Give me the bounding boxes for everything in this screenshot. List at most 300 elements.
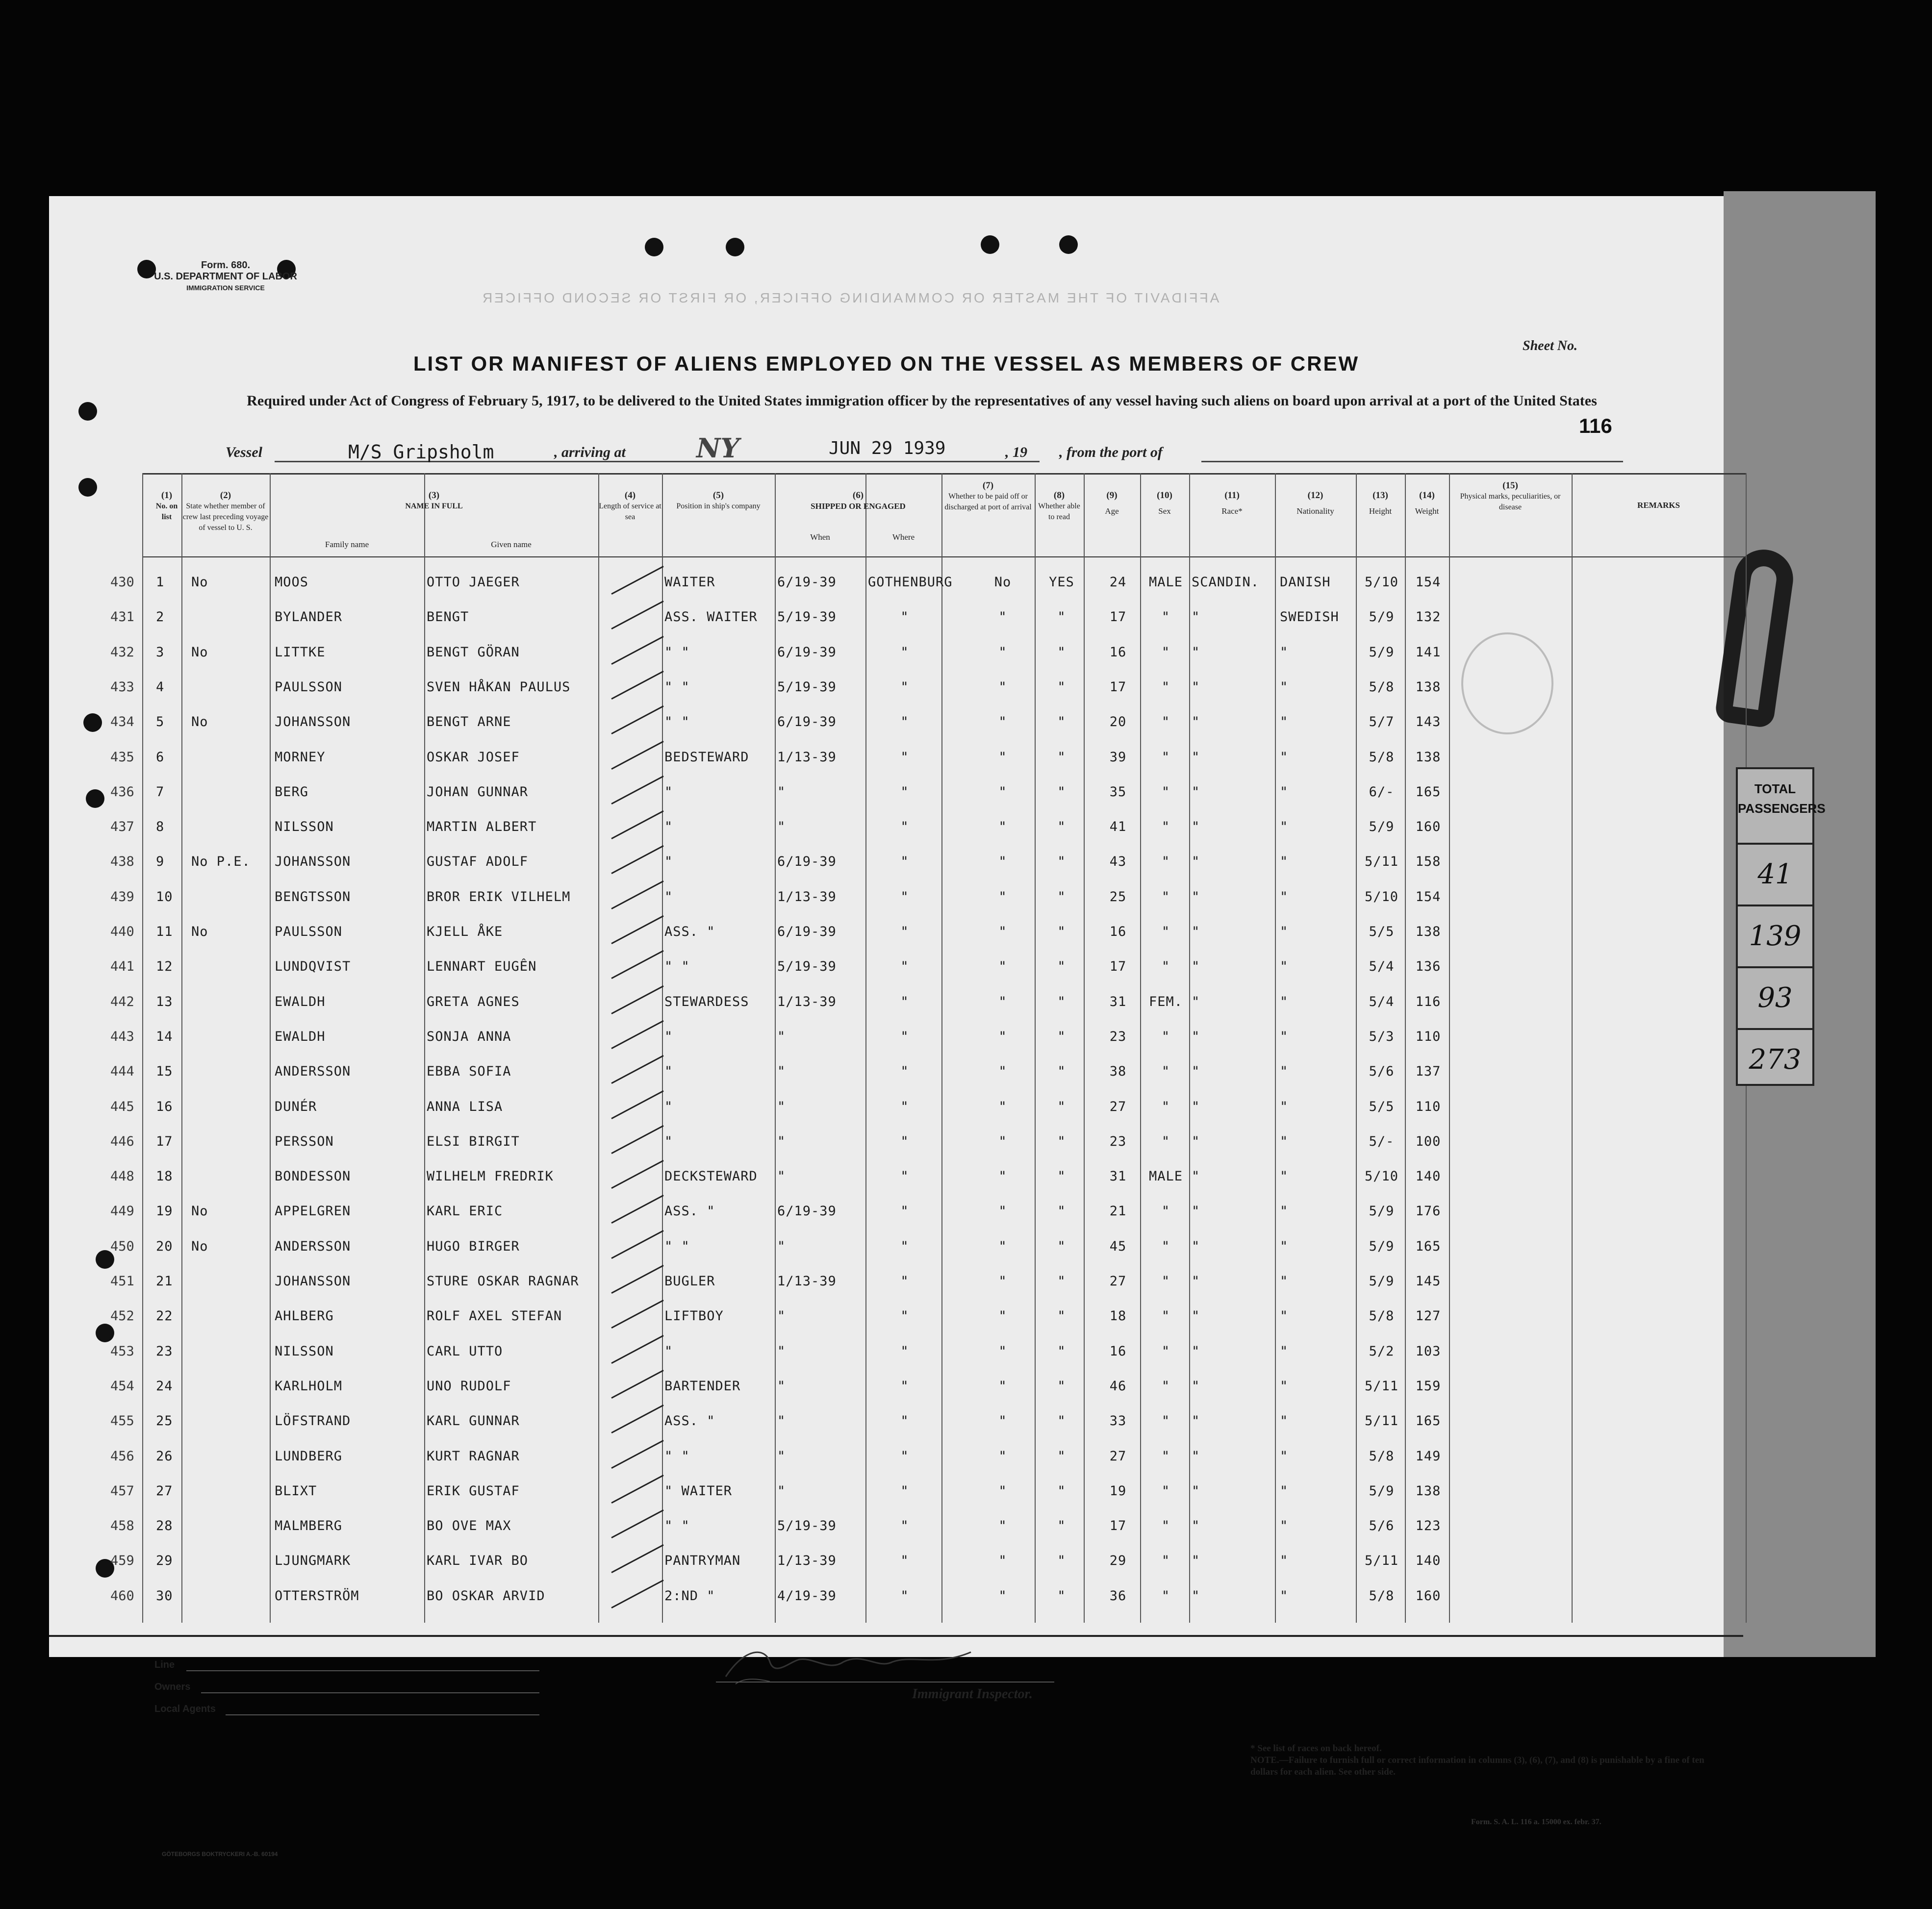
col3-given-header: Given name: [491, 540, 532, 549]
margin-line-number: 442: [110, 994, 134, 1009]
cell-shipped-where: ": [900, 1308, 909, 1324]
cell-shipped-where: ": [900, 679, 909, 695]
cell-height: 5/4: [1369, 959, 1395, 975]
cell-shipped-when: ": [777, 1029, 786, 1044]
margin-line-number: 450: [110, 1238, 134, 1254]
cell-sex: ": [1161, 959, 1170, 975]
cell-height: 5/8: [1369, 679, 1395, 695]
length-of-service-check: [611, 810, 663, 839]
cell-family-name: NILSSON: [275, 1343, 334, 1359]
cell-row-number: 9: [156, 854, 165, 870]
cell-paid-off: ": [998, 924, 1007, 939]
cell-able-to-read: ": [1057, 1448, 1066, 1464]
cell-able-to-read: ": [1057, 1518, 1066, 1534]
cell-family-name: OTTERSTRÖM: [275, 1588, 359, 1604]
cell-position: LIFTBOY: [664, 1308, 724, 1324]
cell-shipped-where: ": [900, 889, 909, 904]
arriving-place: NY: [696, 432, 739, 464]
form-number: Form. 680.: [201, 260, 251, 271]
col15-header: (15) Physical marks, peculiarities, or disease: [1460, 480, 1561, 511]
table-row: [110, 1368, 1746, 1403]
table-row: [110, 1088, 1746, 1123]
cell-height: 5/3: [1369, 1029, 1395, 1044]
length-of-service-check: [611, 1405, 663, 1433]
cell-weight: 132: [1415, 609, 1441, 625]
cell-age: 39: [1109, 749, 1127, 765]
cell-age: 27: [1109, 1448, 1127, 1464]
cell-shipped-where: ": [900, 1274, 909, 1289]
cell-position: ": [664, 1029, 673, 1044]
cell-shipped-where: ": [900, 1238, 909, 1254]
cell-weight: 138: [1415, 749, 1441, 765]
cell-position: DECKSTEWARD: [664, 1169, 758, 1184]
service-name: IMMIGRATION SERVICE: [186, 284, 265, 292]
cell-race: ": [1192, 1588, 1200, 1604]
cell-family-name: NILSSON: [275, 819, 334, 835]
table-row: [110, 1053, 1746, 1088]
cell-height: 5/8: [1369, 1308, 1395, 1324]
table-row: [110, 703, 1746, 738]
cell-paid-off: ": [998, 1238, 1007, 1254]
cell-nationality: ": [1280, 1133, 1289, 1149]
cell-weight: 160: [1415, 1588, 1441, 1604]
remarks-header: REMARKS: [1637, 501, 1680, 510]
col3-family-header: Family name: [325, 540, 369, 549]
cell-shipped-where: ": [900, 1448, 909, 1464]
cell-age: 16: [1109, 644, 1127, 660]
cell-weight: 138: [1415, 679, 1441, 695]
margin-line-number: 458: [110, 1518, 134, 1534]
table-row: [110, 983, 1746, 1018]
crew-table: [110, 473, 1746, 1623]
total-value: 273: [1749, 1044, 1802, 1076]
cell-shipped-where: ": [900, 609, 909, 625]
cell-given-name: STURE OSKAR RAGNAR: [427, 1274, 579, 1289]
cell-shipped-when: ": [777, 1413, 786, 1429]
cell-age: 17: [1109, 1518, 1127, 1534]
cell-position: ": [664, 854, 673, 870]
cell-shipped-when: ": [777, 819, 786, 835]
cell-shipped-when: 5/19-39: [777, 609, 837, 625]
cell-given-name: BO OVE MAX: [427, 1518, 511, 1534]
cell-given-name: ELSI BIRGIT: [427, 1133, 520, 1149]
cell-height: 5/9: [1369, 609, 1395, 625]
cell-able-to-read: ": [1057, 609, 1066, 625]
cell-nationality: ": [1280, 644, 1289, 660]
note-penalty: NOTE.—Failure to furnish full or correct information in columns (3), (6), (7), and (8) is punishable by a fine of ten dollars for each alien. See other side.: [1250, 1755, 1704, 1777]
cell-family-name: BONDESSON: [275, 1169, 351, 1184]
table-row: [110, 1123, 1746, 1158]
cell-sex: ": [1161, 1518, 1170, 1534]
cell-weight: 116: [1415, 994, 1441, 1009]
cell-given-name: OTTO JAEGER: [427, 575, 520, 590]
table-row: [110, 739, 1746, 774]
col11-header: (11) Race*: [1221, 490, 1243, 516]
length-of-service-check: [611, 1335, 663, 1364]
cell-position: BARTENDER: [664, 1378, 741, 1394]
col14-header: (14) Weight: [1415, 490, 1439, 516]
cell-race: ": [1192, 1448, 1200, 1464]
margin-line-number: 434: [110, 714, 134, 730]
cell-family-name: MOOS: [275, 575, 309, 590]
cell-height: 5/11: [1364, 854, 1399, 870]
table-row: [110, 634, 1746, 669]
col6-when-header: When: [810, 532, 830, 542]
cell-row-number: 18: [156, 1169, 173, 1184]
cell-position: ASS. ": [664, 1413, 715, 1429]
vessel-name: M/S Gripsholm: [348, 441, 494, 463]
cell-able-to-read: ": [1057, 1029, 1066, 1044]
cell-able-to-read: ": [1057, 679, 1066, 695]
cell-sex: ": [1161, 1448, 1170, 1464]
cell-nationality: ": [1280, 994, 1289, 1009]
cell-sex: ": [1161, 679, 1170, 695]
cell-race: ": [1192, 1518, 1200, 1534]
cell-race: ": [1192, 714, 1200, 730]
length-of-service-check: [611, 915, 663, 944]
cell-shipped-when: 5/19-39: [777, 679, 837, 695]
cell-able-to-read: ": [1057, 1204, 1066, 1219]
cell-weight: 154: [1415, 575, 1441, 590]
cell-weight: 138: [1415, 1483, 1441, 1499]
cell-given-name: SVEN HÅKAN PAULUS: [427, 679, 571, 695]
cell-nationality: ": [1280, 1343, 1289, 1359]
col7-header: (7) Whether to be paid off or discharged at port of arrival: [944, 480, 1032, 511]
cell-shipped-where: ": [900, 714, 909, 730]
cell-nationality: ": [1280, 1483, 1289, 1499]
table-row: [110, 1018, 1746, 1053]
cell-height: 5/5: [1369, 924, 1395, 939]
cell-given-name: KARL IVAR BO: [427, 1553, 529, 1569]
cell-race: ": [1192, 1413, 1200, 1429]
cell-age: 23: [1109, 1133, 1127, 1149]
cell-weight: 159: [1415, 1378, 1441, 1394]
show-through-text: AFFIDAVIT OF THE MASTER OR COMMANDING OFFICER, OR FIRST OR SECOND OFFICER: [481, 290, 1220, 305]
cell-family-name: PAULSSON: [275, 924, 343, 939]
cell-race: ": [1192, 1133, 1200, 1149]
cell-paid-off: ": [998, 1099, 1007, 1114]
cell-race: ": [1192, 1029, 1200, 1044]
margin-line-number: 453: [110, 1343, 134, 1359]
cell-previous-voyage: No: [191, 644, 208, 660]
cell-age: 23: [1109, 1029, 1127, 1044]
cell-race: ": [1192, 1378, 1200, 1394]
cell-race: ": [1192, 924, 1200, 939]
table-row: [110, 1333, 1746, 1368]
cell-shipped-where: ": [900, 1588, 909, 1604]
cell-shipped-where: ": [900, 994, 909, 1009]
length-of-service-check: [611, 1370, 663, 1399]
cell-given-name: BENGT GÖRAN: [427, 644, 520, 660]
cell-shipped-where: ": [900, 1133, 909, 1149]
cell-previous-voyage: No: [191, 924, 208, 939]
margin-line-number: 438: [110, 854, 134, 870]
cell-height: 5/7: [1369, 714, 1395, 730]
cell-race: ": [1192, 994, 1200, 1009]
cell-race: ": [1192, 784, 1200, 800]
cell-able-to-read: ": [1057, 714, 1066, 730]
cell-family-name: LITTKE: [275, 644, 326, 660]
length-of-service-check: [611, 1300, 663, 1329]
cell-race: SCANDIN.: [1192, 575, 1260, 590]
cell-nationality: SWEDISH: [1280, 609, 1339, 625]
cell-race: ": [1192, 1343, 1200, 1359]
cell-nationality: ": [1280, 714, 1289, 730]
col5-header: (5) Position in ship's company: [676, 490, 761, 510]
cell-sex: FEM.: [1148, 994, 1183, 1009]
margin-line-number: 448: [110, 1169, 134, 1184]
cell-able-to-read: ": [1057, 784, 1066, 800]
cell-family-name: PERSSON: [275, 1133, 334, 1149]
cell-sex: ": [1161, 714, 1170, 730]
cell-family-name: LJUNGMARK: [275, 1553, 351, 1569]
cell-sex: ": [1161, 1238, 1170, 1254]
cell-weight: 140: [1415, 1553, 1441, 1569]
cell-able-to-read: ": [1057, 644, 1066, 660]
table-row: [110, 1403, 1746, 1437]
cell-nationality: ": [1280, 1169, 1289, 1184]
cell-position: ASS. WAITER: [664, 609, 758, 625]
cell-height: 5/10: [1364, 575, 1399, 590]
margin-line-number: 454: [110, 1378, 134, 1394]
cell-row-number: 22: [156, 1308, 173, 1324]
cell-nationality: ": [1280, 1238, 1289, 1254]
cell-shipped-where: ": [900, 1483, 909, 1499]
cell-given-name: MARTIN ALBERT: [427, 819, 537, 835]
cell-family-name: LÖFSTRAND: [275, 1413, 351, 1429]
cell-age: 17: [1109, 609, 1127, 625]
cell-paid-off: No: [994, 575, 1012, 590]
cell-position: ": [664, 1099, 673, 1114]
cell-row-number: 26: [156, 1448, 173, 1464]
margin-line-number: 430: [110, 575, 134, 590]
cell-sex: ": [1161, 1099, 1170, 1114]
col6-where-header: Where: [892, 532, 915, 542]
length-of-service-check: [611, 1160, 663, 1189]
punch-hole: [83, 713, 102, 732]
cell-race: ": [1192, 749, 1200, 765]
cell-height: 5/11: [1364, 1413, 1399, 1429]
cell-race: ": [1192, 854, 1200, 870]
form-code: Form. S. A. L. 116 a. 15000 ex. febr. 37.: [1471, 1818, 1602, 1826]
cell-nationality: ": [1280, 1413, 1289, 1429]
cell-able-to-read: ": [1057, 1553, 1066, 1569]
cell-shipped-when: 6/19-39: [777, 644, 837, 660]
cell-race: ": [1192, 1238, 1200, 1254]
margin-line-number: 439: [110, 889, 134, 904]
cell-shipped-where: ": [900, 854, 909, 870]
cell-shipped-where: ": [900, 959, 909, 975]
col13-header: (13) Height: [1369, 490, 1392, 516]
cell-shipped-where: ": [900, 784, 909, 800]
cell-nationality: ": [1280, 749, 1289, 765]
owners-label: Owners: [154, 1682, 191, 1692]
cell-weight: 110: [1415, 1029, 1441, 1044]
cell-nationality: ": [1280, 679, 1289, 695]
cell-height: 5/8: [1369, 1588, 1395, 1604]
cell-sex: ": [1161, 924, 1170, 939]
cell-paid-off: ": [998, 1413, 1007, 1429]
cell-race: ": [1192, 819, 1200, 835]
cell-position: STEWARDESS: [664, 994, 749, 1009]
cell-race: ": [1192, 1483, 1200, 1499]
cell-given-name: HUGO BIRGER: [427, 1238, 520, 1254]
cell-sex: ": [1161, 1274, 1170, 1289]
line-label: Line: [154, 1659, 175, 1670]
cell-nationality: ": [1280, 1274, 1289, 1289]
cell-paid-off: ": [998, 889, 1007, 904]
margin-line-number: 432: [110, 644, 134, 660]
cell-weight: 165: [1415, 1238, 1441, 1254]
printer-imprint: GÖTEBORGS BOKTRYCKERI A.-B. 60194: [162, 1851, 278, 1858]
cell-paid-off: ": [998, 1518, 1007, 1534]
cell-sex: ": [1161, 1588, 1170, 1604]
cell-position: " ": [664, 959, 690, 975]
cell-sex: ": [1161, 784, 1170, 800]
col2-header: (2) State whether member of crew last preceding voyage of vessel to U. S.: [182, 490, 269, 532]
cell-nationality: ": [1280, 819, 1289, 835]
cell-shipped-when: ": [777, 1064, 786, 1080]
cell-weight: 140: [1415, 1169, 1441, 1184]
length-of-service-check: [611, 1195, 663, 1224]
margin-line-number: 435: [110, 749, 134, 765]
cell-position: ": [664, 1133, 673, 1149]
cell-paid-off: ": [998, 819, 1007, 835]
length-of-service-check: [611, 950, 663, 979]
punch-hole: [726, 238, 744, 256]
cell-given-name: LENNART EUGÊN: [427, 959, 537, 975]
form-notes: [1250, 1743, 1716, 1778]
cell-weight: 160: [1415, 819, 1441, 835]
cell-height: 5/9: [1369, 644, 1395, 660]
cell-given-name: KARL ERIC: [427, 1204, 503, 1219]
margin-line-number: 441: [110, 959, 134, 975]
cell-row-number: 5: [156, 714, 165, 730]
cell-family-name: JOHANSSON: [275, 854, 351, 870]
cell-height: 5/9: [1369, 1204, 1395, 1219]
cell-able-to-read: ": [1057, 1099, 1066, 1114]
cell-able-to-read: ": [1057, 1483, 1066, 1499]
col8-header: (8) Whether able to read: [1038, 490, 1080, 521]
cell-height: 5/11: [1364, 1553, 1399, 1569]
table-row: [110, 1438, 1746, 1473]
cell-family-name: JOHANSSON: [275, 1274, 351, 1289]
cell-sex: ": [1161, 1308, 1170, 1324]
cell-shipped-where: GOTHENBURG: [868, 575, 953, 590]
cell-race: ": [1192, 1204, 1200, 1219]
table-row: [110, 1298, 1746, 1332]
cell-sex: ": [1161, 1483, 1170, 1499]
col6-header: (6) SHIPPED OR ENGAGED: [811, 490, 906, 511]
cell-shipped-when: ": [777, 1238, 786, 1254]
length-of-service-check: [611, 1475, 663, 1504]
table-row: [110, 843, 1746, 878]
cell-height: 5/9: [1369, 1483, 1395, 1499]
margin-line-number: 451: [110, 1274, 134, 1289]
punch-hole: [78, 478, 97, 497]
cell-shipped-when: ": [777, 1099, 786, 1114]
cell-nationality: ": [1280, 1029, 1289, 1044]
cell-paid-off: ": [998, 1378, 1007, 1394]
cell-able-to-read: ": [1057, 959, 1066, 975]
cell-sex: ": [1161, 1378, 1170, 1394]
cell-paid-off: ": [998, 644, 1007, 660]
cell-paid-off: ": [998, 1448, 1007, 1464]
length-of-service-check: [611, 636, 663, 665]
cell-able-to-read: ": [1057, 1064, 1066, 1080]
cell-shipped-where: ": [900, 1378, 909, 1394]
from-port-label: , from the port of: [1059, 444, 1163, 460]
cell-shipped-where: ": [900, 1518, 909, 1534]
cell-family-name: BERG: [275, 784, 309, 800]
cell-shipped-where: ": [900, 1413, 909, 1429]
cell-nationality: ": [1280, 1308, 1289, 1324]
vessel-label: Vessel: [226, 444, 262, 460]
length-of-service-check: [611, 1090, 663, 1119]
cell-row-number: 4: [156, 679, 165, 695]
cell-age: 27: [1109, 1099, 1127, 1114]
cell-row-number: 1: [156, 575, 165, 590]
cell-family-name: LUNDBERG: [275, 1448, 343, 1464]
cell-height: 5/9: [1369, 819, 1395, 835]
table-row: [110, 879, 1746, 913]
cell-height: 5/6: [1369, 1518, 1395, 1534]
cell-age: 24: [1109, 575, 1127, 590]
cell-position: ASS. ": [664, 1204, 715, 1219]
cell-position: WAITER: [664, 575, 715, 590]
cell-family-name: AHLBERG: [275, 1308, 334, 1324]
cell-family-name: DUNÉR: [275, 1099, 317, 1114]
cell-able-to-read: ": [1057, 1378, 1066, 1394]
cell-shipped-where: ": [900, 1553, 909, 1569]
cell-shipped-when: 1/13-39: [777, 749, 837, 765]
cell-position: ": [664, 1343, 673, 1359]
table-row: [110, 1263, 1746, 1298]
cell-shipped-when: ": [777, 784, 786, 800]
cell-able-to-read: ": [1057, 1238, 1066, 1254]
cell-given-name: KURT RAGNAR: [427, 1448, 520, 1464]
cell-shipped-when: ": [777, 1169, 786, 1184]
cell-position: " WAITER: [664, 1483, 733, 1499]
punch-hole: [78, 402, 97, 421]
cell-family-name: LUNDQVIST: [275, 959, 351, 975]
punch-hole: [96, 1324, 114, 1342]
cell-given-name: JOHAN GUNNAR: [427, 784, 529, 800]
cell-paid-off: ": [998, 1133, 1007, 1149]
page-title: LIST OR MANIFEST OF ALIENS EMPLOYED ON THE VESSEL AS MEMBERS OF CREW: [413, 352, 1360, 375]
margin-line-number: 440: [110, 924, 134, 939]
cell-shipped-where: ": [900, 1204, 909, 1219]
cell-given-name: UNO RUDOLF: [427, 1378, 511, 1394]
note-races: * See list of races on back hereof.: [1250, 1743, 1382, 1754]
cell-age: 19: [1109, 1483, 1127, 1499]
table-row: [110, 774, 1746, 808]
department-name: U.S. DEPARTMENT OF LABOR: [154, 271, 297, 282]
cell-nationality: ": [1280, 784, 1289, 800]
cell-paid-off: ": [998, 784, 1007, 800]
cell-shipped-when: ": [777, 1133, 786, 1149]
cell-given-name: ANNA LISA: [427, 1099, 503, 1114]
cell-position: 2:ND ": [664, 1588, 715, 1604]
cell-shipped-where: ": [900, 1099, 909, 1114]
cell-weight: 127: [1415, 1308, 1441, 1324]
cell-race: ": [1192, 1099, 1200, 1114]
cell-row-number: 10: [156, 889, 173, 904]
cell-shipped-where: ": [900, 644, 909, 660]
cell-age: 16: [1109, 924, 1127, 939]
cell-paid-off: ": [998, 1204, 1007, 1219]
cell-able-to-read: ": [1057, 1343, 1066, 1359]
